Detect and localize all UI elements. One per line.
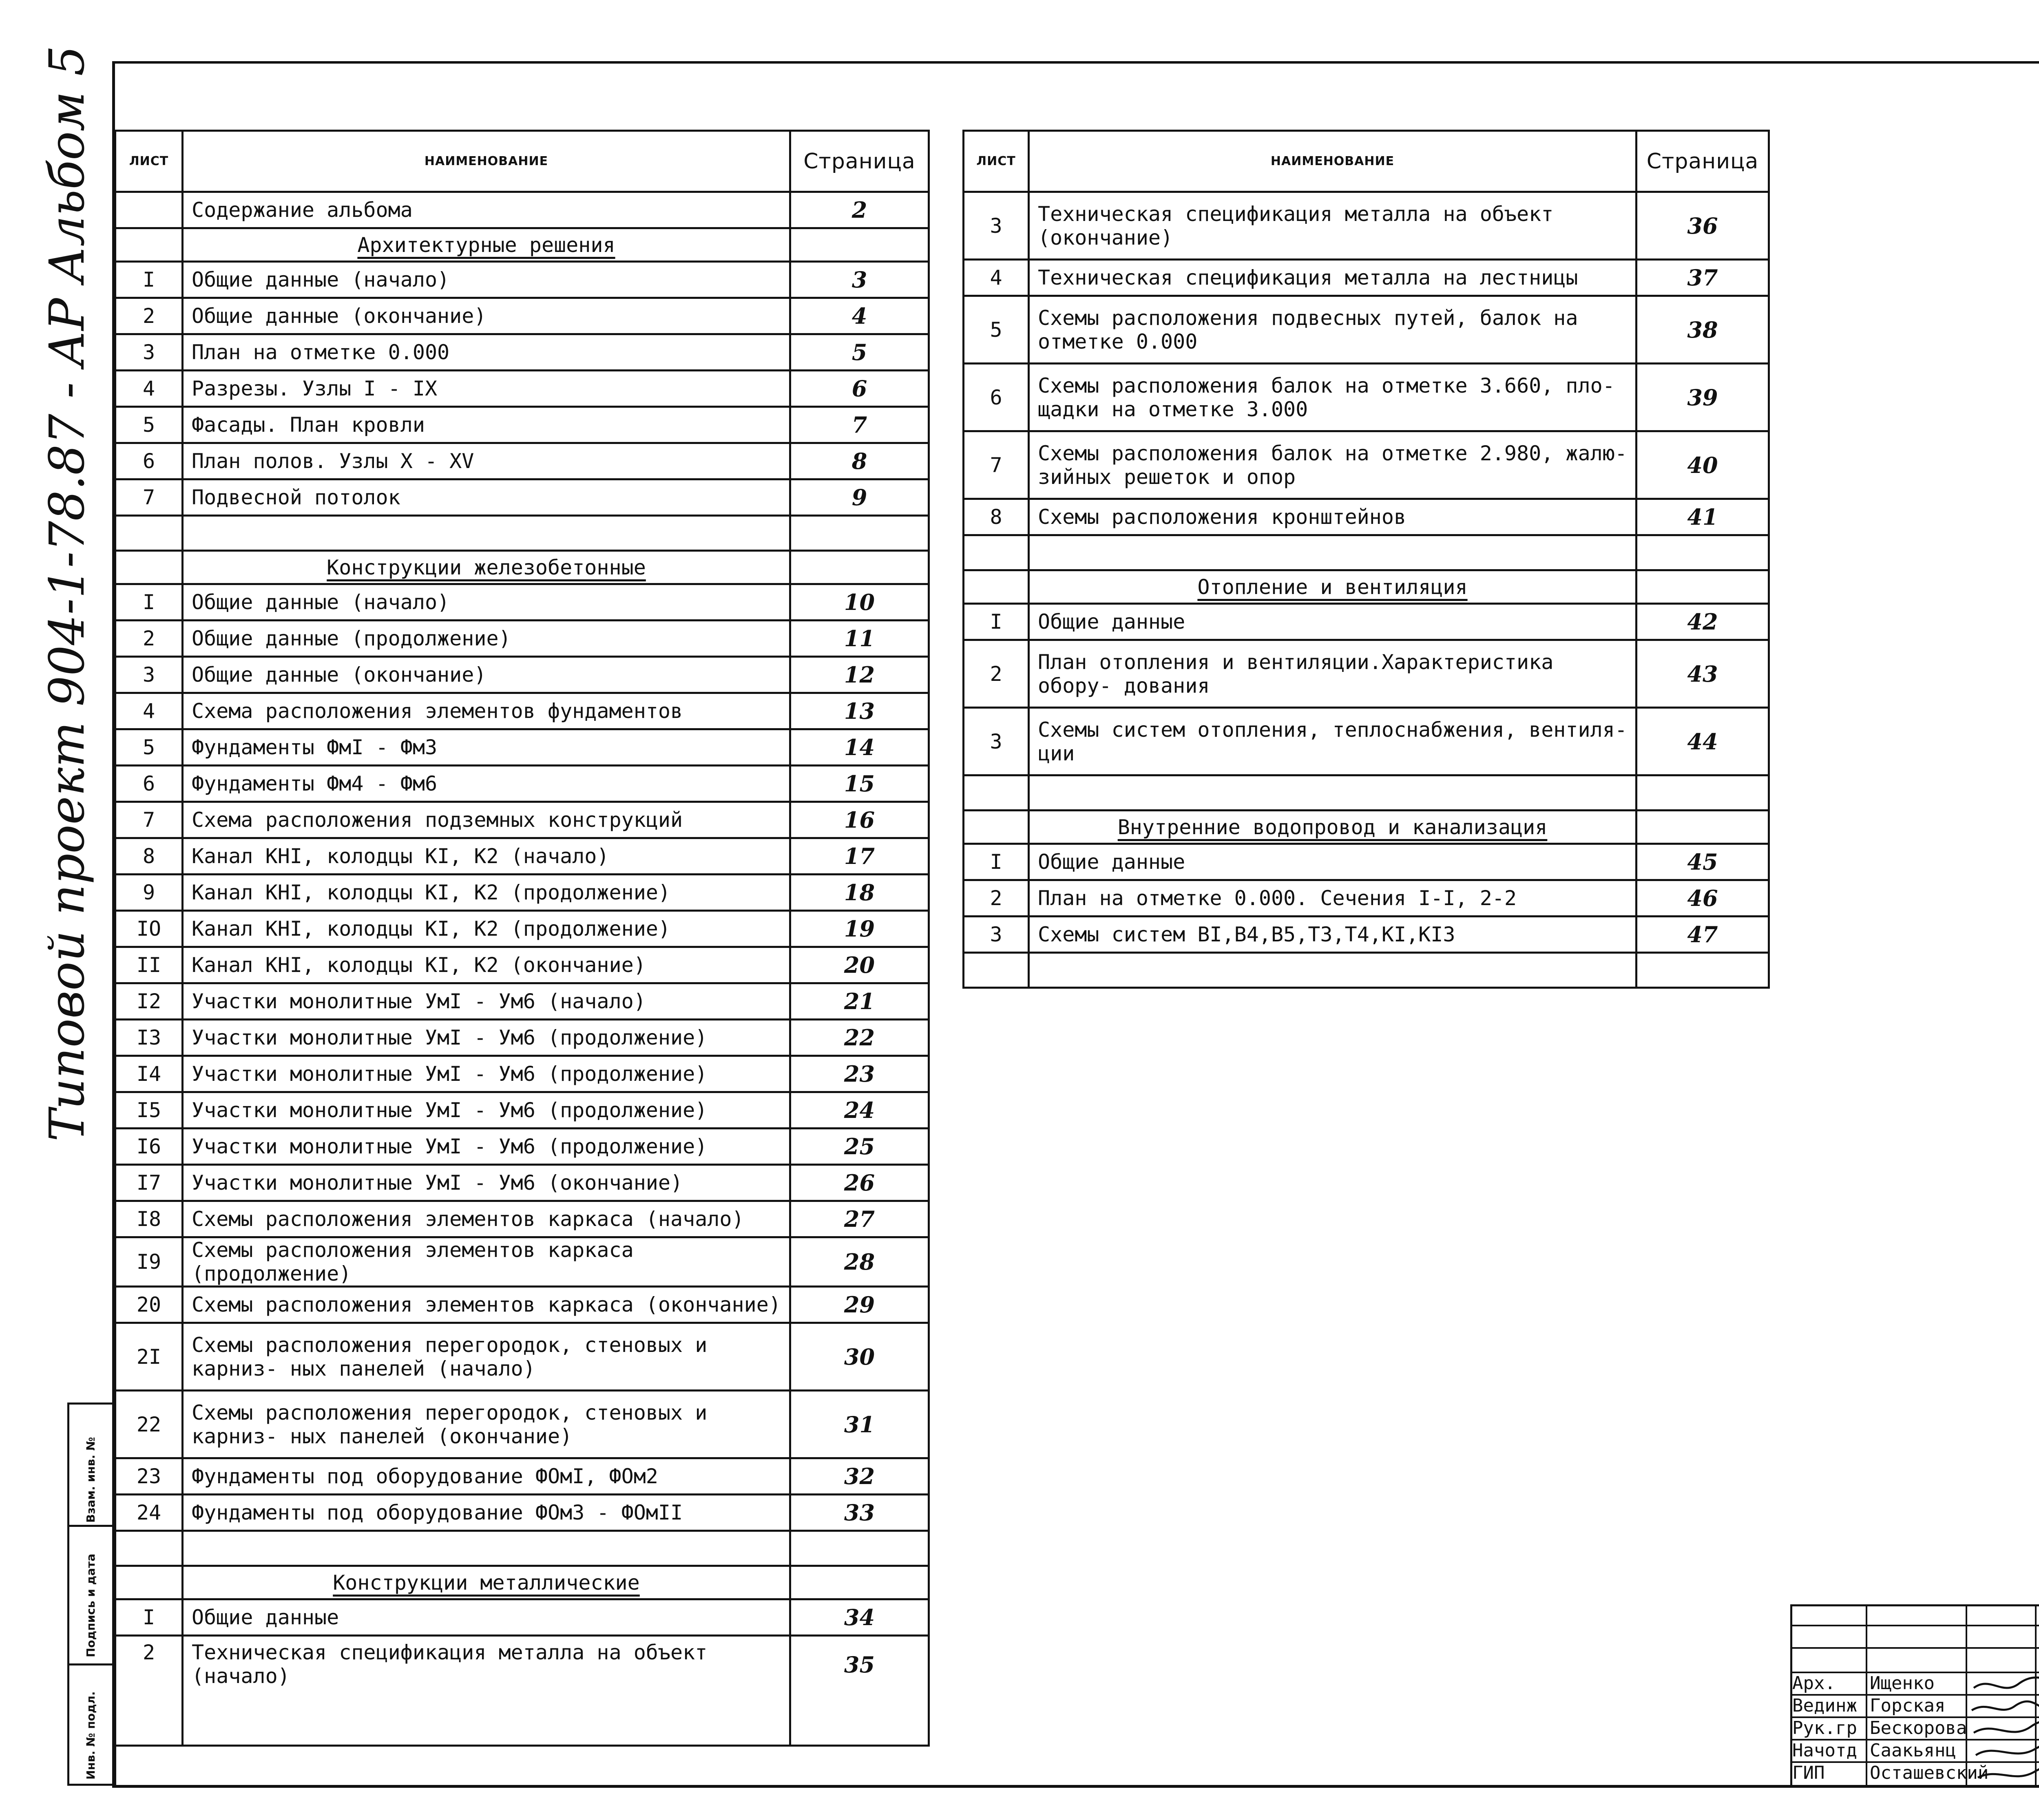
section-title bbox=[1029, 570, 1637, 604]
blank-row bbox=[964, 953, 1769, 988]
blank-row bbox=[115, 516, 929, 551]
page-number-cell: 13 bbox=[790, 693, 929, 729]
page-cell bbox=[1637, 775, 1769, 811]
sheet-number: 5 bbox=[964, 296, 1029, 364]
table-row bbox=[115, 657, 929, 693]
section-header-row bbox=[115, 228, 929, 262]
page-number-cell: 5 bbox=[790, 334, 929, 371]
sheet-number: 3 bbox=[115, 657, 183, 693]
page-cell bbox=[790, 1531, 929, 1566]
sheet-cell bbox=[115, 516, 183, 551]
sheet-name: Общие данные bbox=[1029, 604, 1637, 640]
page-number-cell: 41 bbox=[1637, 499, 1769, 535]
role-group-lead: Рук.гр bbox=[1792, 1718, 1857, 1738]
sheet-number: 22 bbox=[115, 1391, 183, 1458]
page-number-cell: 3 bbox=[790, 262, 929, 298]
table-row bbox=[115, 1056, 929, 1092]
section-header-row bbox=[115, 1566, 929, 1599]
sheet-name: Техническая спецификация металла на объект (окончание) bbox=[1029, 192, 1637, 260]
page-number-cell: 26 bbox=[790, 1165, 929, 1201]
sheet-number: 2 bbox=[115, 298, 183, 334]
sheet-name: Канал КНI, колодцы КI, К2 (продолжение) bbox=[183, 875, 790, 911]
sheet-number: I bbox=[115, 584, 183, 621]
section-header-row bbox=[115, 551, 929, 584]
sheet-name: План отопления и вентиляции.Характеристика обору- дования bbox=[1029, 640, 1637, 708]
sheet-name: Участки монолитные УмI - Ум6 (продолжение) bbox=[183, 1092, 790, 1129]
page-number-cell: 17 bbox=[790, 838, 929, 875]
table-row bbox=[964, 640, 1769, 708]
table-row bbox=[115, 875, 929, 911]
sheet-number: I bbox=[115, 1599, 183, 1636]
sheet-number: 7 bbox=[964, 431, 1029, 499]
section-title-text: Архитектурные решения bbox=[357, 233, 615, 257]
table-row bbox=[964, 604, 1769, 640]
page-number-cell: 29 bbox=[790, 1287, 929, 1323]
section-header-row bbox=[964, 811, 1769, 844]
sheet-number: 3 bbox=[964, 917, 1029, 953]
page-number-cell: 2 bbox=[790, 192, 929, 228]
page-number-cell: 39 bbox=[1637, 364, 1769, 431]
page-number-cell: 42 bbox=[1637, 604, 1769, 640]
section-title bbox=[1029, 811, 1637, 844]
sheet-number: 7 bbox=[115, 802, 183, 838]
table-row bbox=[115, 298, 929, 334]
side-title: Типовой проект 904-1-78.87 - АР Альбом 5 bbox=[39, 45, 95, 1142]
table-row bbox=[115, 1092, 929, 1129]
sheet-number: I3 bbox=[115, 1020, 183, 1056]
table-row bbox=[115, 1129, 929, 1165]
sheet-number: 7 bbox=[115, 479, 183, 516]
page-cell bbox=[790, 516, 929, 551]
table-row bbox=[964, 260, 1769, 296]
table-row bbox=[115, 1458, 929, 1495]
page-number-cell: 45 bbox=[1637, 844, 1769, 880]
table-row bbox=[964, 880, 1769, 917]
page-number-cell: 20 bbox=[790, 947, 929, 983]
sheet-name: Канал КНI, колодцы КI, К2 (продолжение) bbox=[183, 911, 790, 947]
name-dept-head: Саакьянц bbox=[1870, 1740, 1956, 1761]
sheet-cell bbox=[115, 551, 183, 584]
sheet-number: I6 bbox=[115, 1129, 183, 1165]
table-row bbox=[115, 262, 929, 298]
page-number-cell: 12 bbox=[790, 657, 929, 693]
page-number-cell: 8 bbox=[790, 443, 929, 479]
page-number-cell: 33 bbox=[790, 1495, 929, 1531]
page-number-cell: 35 bbox=[790, 1636, 929, 1746]
sheet-name: Содержание альбома bbox=[183, 192, 790, 228]
page-number-cell: 21 bbox=[790, 983, 929, 1020]
page-number-cell: 10 bbox=[790, 584, 929, 621]
sheet-name: Схема расположения подземных конструкций bbox=[183, 802, 790, 838]
sheet-name: Схема расположения элементов фундаментов bbox=[183, 693, 790, 729]
sheet-number: 6 bbox=[115, 766, 183, 802]
page-number-cell: 31 bbox=[790, 1391, 929, 1458]
table-row bbox=[964, 431, 1769, 499]
sheet-name: Схемы расположения элементов каркаса (продолжение) bbox=[183, 1237, 790, 1287]
stamp-label-signature: Подпись и дата bbox=[84, 1553, 97, 1657]
sheet-name: Общие данные (окончание) bbox=[183, 657, 790, 693]
sheet-number: 3 bbox=[964, 192, 1029, 260]
page-number-cell: 37 bbox=[1637, 260, 1769, 296]
page-number-cell: 6 bbox=[790, 371, 929, 407]
table-row bbox=[964, 917, 1769, 953]
table-row bbox=[115, 407, 929, 443]
table-row bbox=[115, 192, 929, 228]
role-chief-eng: ГИП bbox=[1792, 1763, 1825, 1783]
page-number-cell: 30 bbox=[790, 1323, 929, 1391]
sheet-name: Схемы расположения подвесных путей, балок на отметке 0.000 bbox=[1029, 296, 1637, 364]
name-cell bbox=[183, 516, 790, 551]
page-number-cell: 47 bbox=[1637, 917, 1769, 953]
section-header-row bbox=[964, 570, 1769, 604]
table-row bbox=[964, 844, 1769, 880]
page-cell bbox=[790, 1566, 929, 1599]
name-cell bbox=[1029, 535, 1637, 570]
header-sheet: ЛИСТ bbox=[964, 131, 1029, 192]
page-cell bbox=[1637, 953, 1769, 988]
sheet-name: План на отметке 0.000 bbox=[183, 334, 790, 371]
sheet-number: 2 bbox=[964, 640, 1029, 708]
table-row bbox=[115, 621, 929, 657]
table-row bbox=[115, 802, 929, 838]
table-row bbox=[115, 838, 929, 875]
page-number-cell: 46 bbox=[1637, 880, 1769, 917]
table-row bbox=[115, 1287, 929, 1323]
stamp-label-replace: Взам. инв. № bbox=[84, 1437, 97, 1523]
sheet-name: Техническая спецификация металла на объект (начало) bbox=[183, 1636, 790, 1746]
sheet-number: 6 bbox=[964, 364, 1029, 431]
page-number-cell: 16 bbox=[790, 802, 929, 838]
sheet-number: 2 bbox=[115, 1636, 183, 1746]
section-title bbox=[183, 551, 790, 584]
page-number-cell: 36 bbox=[1637, 192, 1769, 260]
page-number-cell: 4 bbox=[790, 298, 929, 334]
sheet-number: 24 bbox=[115, 1495, 183, 1531]
sheet-name: Схемы расположения перегородок, стеновых и карниз- ных панелей (окончание) bbox=[183, 1391, 790, 1458]
page-cell bbox=[1637, 811, 1769, 844]
sheet-number: I7 bbox=[115, 1165, 183, 1201]
sheet-number: I bbox=[964, 604, 1029, 640]
blank-row bbox=[964, 535, 1769, 570]
sheet-number: 3 bbox=[115, 334, 183, 371]
sheet-name: Схемы систем BI,B4,B5,T3,T4,KI,KI3 bbox=[1029, 917, 1637, 953]
sheet-number: 5 bbox=[115, 729, 183, 766]
page-number-cell: 28 bbox=[790, 1237, 929, 1287]
sheet-name: Общие данные (продолжение) bbox=[183, 621, 790, 657]
table-row bbox=[115, 1323, 929, 1391]
sheet-name: Участки монолитные УмI - Ум6 (продолжение) bbox=[183, 1020, 790, 1056]
table-row bbox=[964, 296, 1769, 364]
name-cell bbox=[1029, 775, 1637, 811]
name-arch: Ищенко bbox=[1870, 1673, 1935, 1694]
sheet-number: 2 bbox=[964, 880, 1029, 917]
sheet-name: Канал КНI, колодцы КI, К2 (окончание) bbox=[183, 947, 790, 983]
table-row bbox=[115, 1636, 929, 1746]
section-title-text: Конструкции железобетонные bbox=[327, 555, 646, 579]
sheet-number: I5 bbox=[115, 1092, 183, 1129]
page-number-cell: 43 bbox=[1637, 640, 1769, 708]
sheet-number: I2 bbox=[115, 983, 183, 1020]
page-number-cell: 15 bbox=[790, 766, 929, 802]
sheet-name: Общие данные (начало) bbox=[183, 262, 790, 298]
table-row bbox=[115, 1201, 929, 1237]
sheet-name: Схемы систем отопления, теплоснабжения, вентиля- ции bbox=[1029, 708, 1637, 775]
section-title bbox=[183, 228, 790, 262]
section-title-text: Конструкции металлические bbox=[333, 1570, 640, 1595]
sheet-name: Подвесной потолок bbox=[183, 479, 790, 516]
name-lead-eng: Горская bbox=[1870, 1695, 1946, 1716]
contents-table-left bbox=[114, 130, 930, 1747]
table-row bbox=[115, 766, 929, 802]
sheet-number: 5 bbox=[115, 407, 183, 443]
sheet-cell bbox=[115, 1566, 183, 1599]
sheet-name: Фундаменты под оборудование ФОм3 - ФОмII bbox=[183, 1495, 790, 1531]
sheet-number: 8 bbox=[964, 499, 1029, 535]
sheet-name: Схемы расположения балок на отметке 3.660, пло- щадки на отметке 3.000 bbox=[1029, 364, 1637, 431]
sheet-name: Разрезы. Узлы I - IX bbox=[183, 371, 790, 407]
table-row bbox=[115, 729, 929, 766]
sheet-name: Общие данные bbox=[1029, 844, 1637, 880]
page-number-cell: 19 bbox=[790, 911, 929, 947]
sheet-cell bbox=[964, 811, 1029, 844]
header-page: Страница bbox=[790, 131, 929, 192]
sheet-number: 3 bbox=[964, 708, 1029, 775]
name-chief-eng: Осташевский bbox=[1870, 1763, 1989, 1783]
sheet-name: Общие данные bbox=[183, 1599, 790, 1636]
sheet-name: Схемы расположения элементов каркаса (окончание) bbox=[183, 1287, 790, 1323]
table-row bbox=[115, 1165, 929, 1201]
section-title-text: Отопление и вентиляция bbox=[1197, 575, 1468, 599]
contents-table-right bbox=[962, 130, 1770, 989]
page-number-cell: 27 bbox=[790, 1201, 929, 1237]
sheet-number: I8 bbox=[115, 1201, 183, 1237]
table-row bbox=[964, 499, 1769, 535]
table-row bbox=[115, 947, 929, 983]
sheet-number: 23 bbox=[115, 1458, 183, 1495]
page-number-cell: 18 bbox=[790, 875, 929, 911]
sheet-number: 8 bbox=[115, 838, 183, 875]
sheet-number: 4 bbox=[115, 693, 183, 729]
blank-row bbox=[115, 1531, 929, 1566]
table-row bbox=[115, 371, 929, 407]
sheet-name: Участки монолитные УмI - Ум6 (начало) bbox=[183, 983, 790, 1020]
sheet-name: Фундаменты Фм4 - Фм6 bbox=[183, 766, 790, 802]
sheet-name: Схемы расположения элементов каркаса (начало) bbox=[183, 1201, 790, 1237]
sheet-number: I bbox=[964, 844, 1029, 880]
table-row bbox=[964, 708, 1769, 775]
sheet-name: Фундаменты ФмI - Фм3 bbox=[183, 729, 790, 766]
signatures-icon bbox=[1966, 1672, 2039, 1788]
sheet-number: 9 bbox=[115, 875, 183, 911]
role-arch: Арх. bbox=[1792, 1673, 1836, 1694]
name-cell bbox=[183, 1531, 790, 1566]
sheet-number: II bbox=[115, 947, 183, 983]
page-number-cell: 40 bbox=[1637, 431, 1769, 499]
page-number-cell: 25 bbox=[790, 1129, 929, 1165]
page-number-cell: 9 bbox=[790, 479, 929, 516]
section-title bbox=[183, 1566, 790, 1599]
sheet-name: Участки монолитные УмI - Ум6 (продолжение) bbox=[183, 1056, 790, 1092]
stamp-label-inventory: Инв. № подл. bbox=[84, 1691, 97, 1780]
name-cell bbox=[1029, 953, 1637, 988]
approval-stamp bbox=[67, 1403, 116, 1786]
sheet-number: I bbox=[115, 262, 183, 298]
sheet-number bbox=[115, 192, 183, 228]
sheet-name: План полов. Узлы X - XV bbox=[183, 443, 790, 479]
section-title-text: Внутренние водопровод и канализация bbox=[1117, 815, 1548, 839]
sheet-number: 6 bbox=[115, 443, 183, 479]
sheet-name: Канал КНI, колодцы КI, К2 (начало) bbox=[183, 838, 790, 875]
role-lead-eng: Вединж bbox=[1792, 1695, 1857, 1716]
sheet-name: Схемы расположения балок на отметке 2.980, жалю- зийных решеток и опор bbox=[1029, 431, 1637, 499]
table-row bbox=[115, 1391, 929, 1458]
page-cell bbox=[1637, 535, 1769, 570]
table-row bbox=[964, 192, 1769, 260]
table-row bbox=[115, 479, 929, 516]
sheet-name: Схемы расположения перегородок, стеновых и карниз- ных панелей (начало) bbox=[183, 1323, 790, 1391]
sheet-name: Участки монолитные УмI - Ум6 (окончание) bbox=[183, 1165, 790, 1201]
sheet-number: 2I bbox=[115, 1323, 183, 1391]
sheet-number: IO bbox=[115, 911, 183, 947]
sheet-cell bbox=[964, 570, 1029, 604]
table-row bbox=[115, 911, 929, 947]
role-dept-head: Начотд bbox=[1792, 1740, 1857, 1761]
sheet-number: I4 bbox=[115, 1056, 183, 1092]
page-number-cell: 32 bbox=[790, 1458, 929, 1495]
table-row bbox=[964, 364, 1769, 431]
table-row bbox=[115, 1020, 929, 1056]
page-cell bbox=[790, 228, 929, 262]
page-number-cell: 22 bbox=[790, 1020, 929, 1056]
page-number-cell: 44 bbox=[1637, 708, 1769, 775]
page-cell bbox=[1637, 570, 1769, 604]
page-number-cell: 38 bbox=[1637, 296, 1769, 364]
table-row bbox=[115, 584, 929, 621]
sheet-name: Фундаменты под оборудование ФОмI, ФОм2 bbox=[183, 1458, 790, 1495]
header-sheet: ЛИСТ bbox=[115, 131, 183, 192]
header-name: НАИМЕНОВАНИЕ bbox=[1029, 131, 1637, 192]
sheet-number: 4 bbox=[115, 371, 183, 407]
sheet-cell bbox=[964, 535, 1029, 570]
sheet-number: 20 bbox=[115, 1287, 183, 1323]
table-row bbox=[115, 334, 929, 371]
table-row bbox=[115, 1237, 929, 1287]
sheet-cell bbox=[115, 228, 183, 262]
sheet-cell bbox=[115, 1531, 183, 1566]
table-row bbox=[115, 1495, 929, 1531]
page-number-cell: 7 bbox=[790, 407, 929, 443]
page-number-cell: 34 bbox=[790, 1599, 929, 1636]
sheet-number: 2 bbox=[115, 621, 183, 657]
page-cell bbox=[790, 551, 929, 584]
page-number-cell: 11 bbox=[790, 621, 929, 657]
name-group-lead: Бескорова bbox=[1870, 1718, 1967, 1738]
blank-row bbox=[964, 775, 1769, 811]
header-page: Страница bbox=[1637, 131, 1769, 192]
sheet-cell bbox=[964, 953, 1029, 988]
sheet-name: Фасады. План кровли bbox=[183, 407, 790, 443]
table-row bbox=[115, 983, 929, 1020]
sheet-name: План на отметке 0.000. Сечения I-I, 2-2 bbox=[1029, 880, 1637, 917]
sheet-number: I9 bbox=[115, 1237, 183, 1287]
table-row bbox=[115, 443, 929, 479]
page-number-cell: 23 bbox=[790, 1056, 929, 1092]
sheet-number: 4 bbox=[964, 260, 1029, 296]
header-name: НАИМЕНОВАНИЕ bbox=[183, 131, 790, 192]
sheet-name: Схемы расположения кронштейнов bbox=[1029, 499, 1637, 535]
sheet-name: Техническая спецификация металла на лестницы bbox=[1029, 260, 1637, 296]
sheet-cell bbox=[964, 775, 1029, 811]
sheet-name: Участки монолитные УмI - Ум6 (продолжение) bbox=[183, 1129, 790, 1165]
page-number-cell: 24 bbox=[790, 1092, 929, 1129]
table-row bbox=[115, 693, 929, 729]
sheet-name: Общие данные (окончание) bbox=[183, 298, 790, 334]
page-number-cell: 14 bbox=[790, 729, 929, 766]
table-row bbox=[115, 1599, 929, 1636]
sheet-name: Общие данные (начало) bbox=[183, 584, 790, 621]
